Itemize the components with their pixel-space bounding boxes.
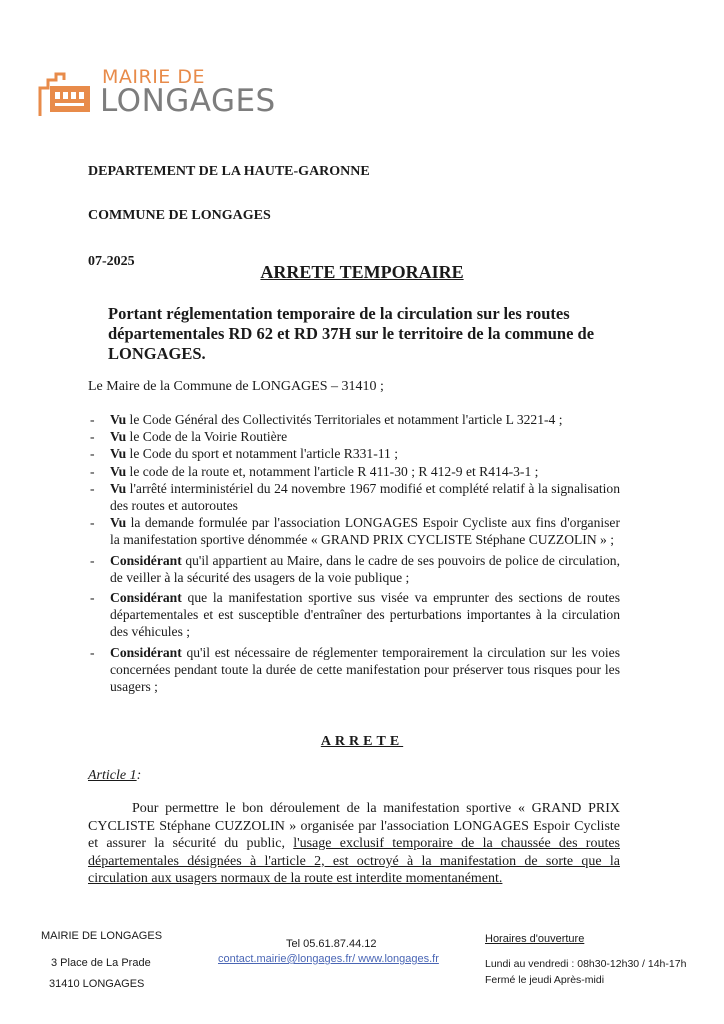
footer-address-line-2: 31410 LONGAGES xyxy=(49,978,145,990)
decree-reference: 07-2025 xyxy=(88,254,135,269)
decree-subtitle: Portant réglementation temporaire de la circulation sur les routes départementales RD 62 et RD 37H sur le territoire de la commune de LONGAGES. xyxy=(108,304,595,363)
list-item: - Vu le Code du sport et notamment l'article R331-11 ; xyxy=(88,445,620,462)
commune-heading: COMMUNE DE LONGAGES xyxy=(88,208,271,223)
footer-hours-line-1: Lundi au vendredi : 08h30-12h30 / 14h-17h xyxy=(485,958,687,970)
list-item: - Vu le Code de la Voirie Routière xyxy=(88,428,620,445)
article-1-text: Pour permettre le bon déroulement de la manifestation sportive « GRAND PRIX CYCLISTE Stéphane CUZZOLIN » organisée par l'association LONGAGES Espoir Cycliste et assurer la sécurité du public, l'usage exclusif temporaire de la chaussée des routes départementales désignées à l'article 2, est octroyé à la manifestation de sorte que la circulation aux usagers normaux de la route est interdite momentanément. xyxy=(88,801,620,887)
footer-hours-line-2: Fermé le jeudi Après-midi xyxy=(485,974,605,986)
footer-mairie-name: MAIRIE DE LONGAGES xyxy=(41,930,163,942)
decision-heading: ARRETE xyxy=(320,734,404,749)
article-1-underlined-text: l'usage exclusif temporaire de la chaussée des routes départementales désignées à l'article 2, est octroyé à la manifestation de sorte que la circulation aux usagers normaux de la route est interdite momentanément. xyxy=(88,836,620,887)
department-heading: DEPARTEMENT DE LA HAUTE-GARONNE xyxy=(88,164,370,179)
footer-contact-link[interactable]: contact.mairie@longages.fr/ www.longages.fr xyxy=(218,953,439,965)
considerations-list xyxy=(88,411,620,698)
list-item: - Considérant que la manifestation sportive sus visée va emprunter des sections de routes départementales et est susceptible d'entraîner des perturbations importantes à la circulation des véhicules ; xyxy=(88,589,620,641)
footer-telephone: Tel 05.61.87.44.12 xyxy=(286,938,377,950)
list-item: - Considérant qu'il est nécessaire de réglementer temporairement la circulation sur les voies concernées pendant toute la durée de cette manifestation pour préserver tous risques pour les usagers ; xyxy=(88,644,620,696)
footer-hours-title: Horaires d'ouverture xyxy=(485,933,585,945)
list-item: - Vu le code de la route et, notamment l'article R 411-30 ; R 412-9 et R414-3-1 ; xyxy=(88,463,620,480)
list-item: - Vu l'arrêté interministériel du 24 novembre 1967 modifié et complété relatif à la signalisation des routes et autoroutes xyxy=(88,480,620,514)
article-1-heading: Article 1: xyxy=(88,768,142,783)
list-item: - Vu le Code Général des Collectivités Territoriales et notamment l'article L 3221-4 ; xyxy=(88,411,620,428)
mairie-logo xyxy=(36,66,306,122)
list-item: - Considérant qu'il appartient au Maire, dans le cadre de ses pouvoirs de police de circulation, de veiller à la sécurité des usagers de la voie publique ; xyxy=(88,552,620,586)
logo-line-2: LONGAGES xyxy=(100,83,276,119)
logo-line-1: MAIRIE DE xyxy=(102,66,205,88)
list-item: - Vu la demande formulée par l'association LONGAGES Espoir Cycliste aux fins d'organiser la manifestation sportive dénommée « GRAND PRIX CYCLISTE Stéphane CUZZOLIN » ; xyxy=(88,514,620,548)
decree-title: ARRETE TEMPORAIRE xyxy=(260,262,464,282)
town-hall-logo-icon xyxy=(36,70,94,118)
mayor-intro: Le Maire de la Commune de LONGAGES – 31410 ; xyxy=(88,379,384,394)
footer-address-line-1: 3 Place de La Prade xyxy=(51,957,151,969)
